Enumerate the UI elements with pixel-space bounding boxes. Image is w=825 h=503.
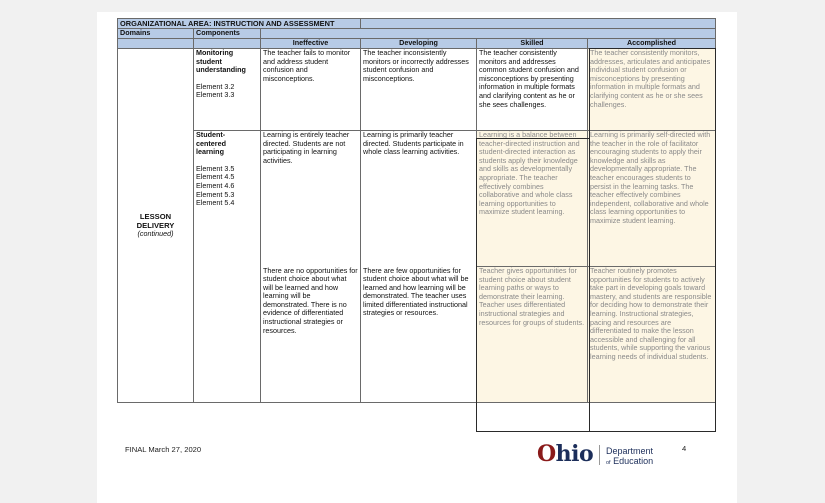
level-skilled: Skilled xyxy=(477,39,588,49)
domain-name-line1: LESSON xyxy=(139,212,172,222)
accomplished-highlight-box xyxy=(589,48,716,432)
ineffective-cell: The teacher fails to monitor and address student confusion and misconceptions. xyxy=(261,49,361,131)
developing-cell: The teacher inconsistently monitors or incorrectly addresses student confusion and misconceptions. xyxy=(361,49,477,131)
element-ref: Element 4.5 xyxy=(196,172,235,182)
accomplished-cell: Teacher routinely promotes opportunities for students to actively take part in developing goals toward mastery, and students are responsible for deciding how to demonstrate their learning. Instructional strategies, pacing and resources are differentiated to make the lesson accessible and challenging for all students, while supporting the various learning needs of individual students. xyxy=(588,267,716,403)
ohio-wordmark: Ohio xyxy=(537,441,594,467)
level-developing: Developing xyxy=(361,39,477,49)
domain-cell xyxy=(118,49,194,403)
level-header-row xyxy=(118,39,716,49)
developing-cell: There are few opportunities for student choice about what will be learned and how learning will be demonstrated. The teacher uses limited differentiated instructional strategies or resources. xyxy=(361,267,477,403)
ohio-education-logo xyxy=(537,442,677,468)
element-ref: Element 4.6 xyxy=(196,180,235,190)
element-ref: Element 3.2 xyxy=(196,81,235,91)
element-ref: Element 3.5 xyxy=(196,163,235,173)
ineffective-cell: Learning is entirely teacher directed. Students are not participating in learning activities. xyxy=(261,131,361,267)
component-cell: Student- centered learning Element 3.5 Element 4.5 Element 4.6 Element 5.3 Element 5.4 xyxy=(194,131,261,403)
logo-divider xyxy=(599,445,600,465)
component-cell: Monitoring student understanding Element 3.2 Element 3.3 xyxy=(194,49,261,131)
skilled-cell: The teacher consistently monitors and addresses common student confusion and misconceptions by presenting information in multiple formats and clarifying content as he or she sees challenges. xyxy=(477,49,588,131)
element-ref: Element 3.3 xyxy=(196,90,235,100)
level-ineffective: Ineffective xyxy=(261,39,361,49)
skilled-highlight-box xyxy=(476,138,590,432)
accomplished-cell: The teacher consistently monitors, addresses, articulates and anticipates individual student confusion or misconceptions by presenting information in multiple formats and clarifying content as he or she sees challenges. xyxy=(588,49,716,131)
area-title: ORGANIZATIONAL AREA: INSTRUCTION AND ASSESSMENT xyxy=(118,19,361,29)
skilled-cell: Learning is a balance between teacher-directed instruction and student-directed interaction as students apply their knowledge and skills as developmentally appropriate. The teacher effectively combines collaborative and whole class learning opportunities to maximize student learning. xyxy=(477,131,588,267)
logo-department-text: Department of Education xyxy=(606,446,654,466)
element-ref: Element 5.3 xyxy=(196,189,235,199)
element-ref: Element 5.4 xyxy=(196,198,235,208)
developing-cell: Learning is primarily teacher directed. Students participate in whole class learning activities. xyxy=(361,131,477,267)
domain-name-line2: DELIVERY xyxy=(136,221,175,231)
footer-date: FINAL March 27, 2020 xyxy=(125,445,202,454)
domain-note: (continued) xyxy=(137,229,174,239)
column-header-row xyxy=(118,29,716,39)
document-page xyxy=(97,12,737,503)
level-accomplished: Accomplished xyxy=(588,39,716,49)
components-header: Components xyxy=(194,29,261,39)
ineffective-cell: There are no opportunities for student choice about what will be learned and how learning will be demonstrated. There is no evidence of differentiated instructional strategies or resources. xyxy=(261,267,361,403)
page-number: 4 xyxy=(682,444,687,453)
organizational-area-header xyxy=(118,19,716,29)
skilled-cell: Teacher gives opportunities for student choice about student learning paths or ways to demonstrate their learning. Teacher uses differentiated instructional strategies and resources for groups of students. xyxy=(477,267,588,403)
domains-header: Domains xyxy=(118,29,194,39)
accomplished-cell: Learning is primarily self-directed with the teacher in the role of facilitator encouraging students to apply their knowledge and skills as developmentally appropriate. The teacher encourages students to persist in the learning tasks. The teacher effectively combines independent, collaborative and whole class learning opportunities to maximize student learning. xyxy=(588,131,716,267)
